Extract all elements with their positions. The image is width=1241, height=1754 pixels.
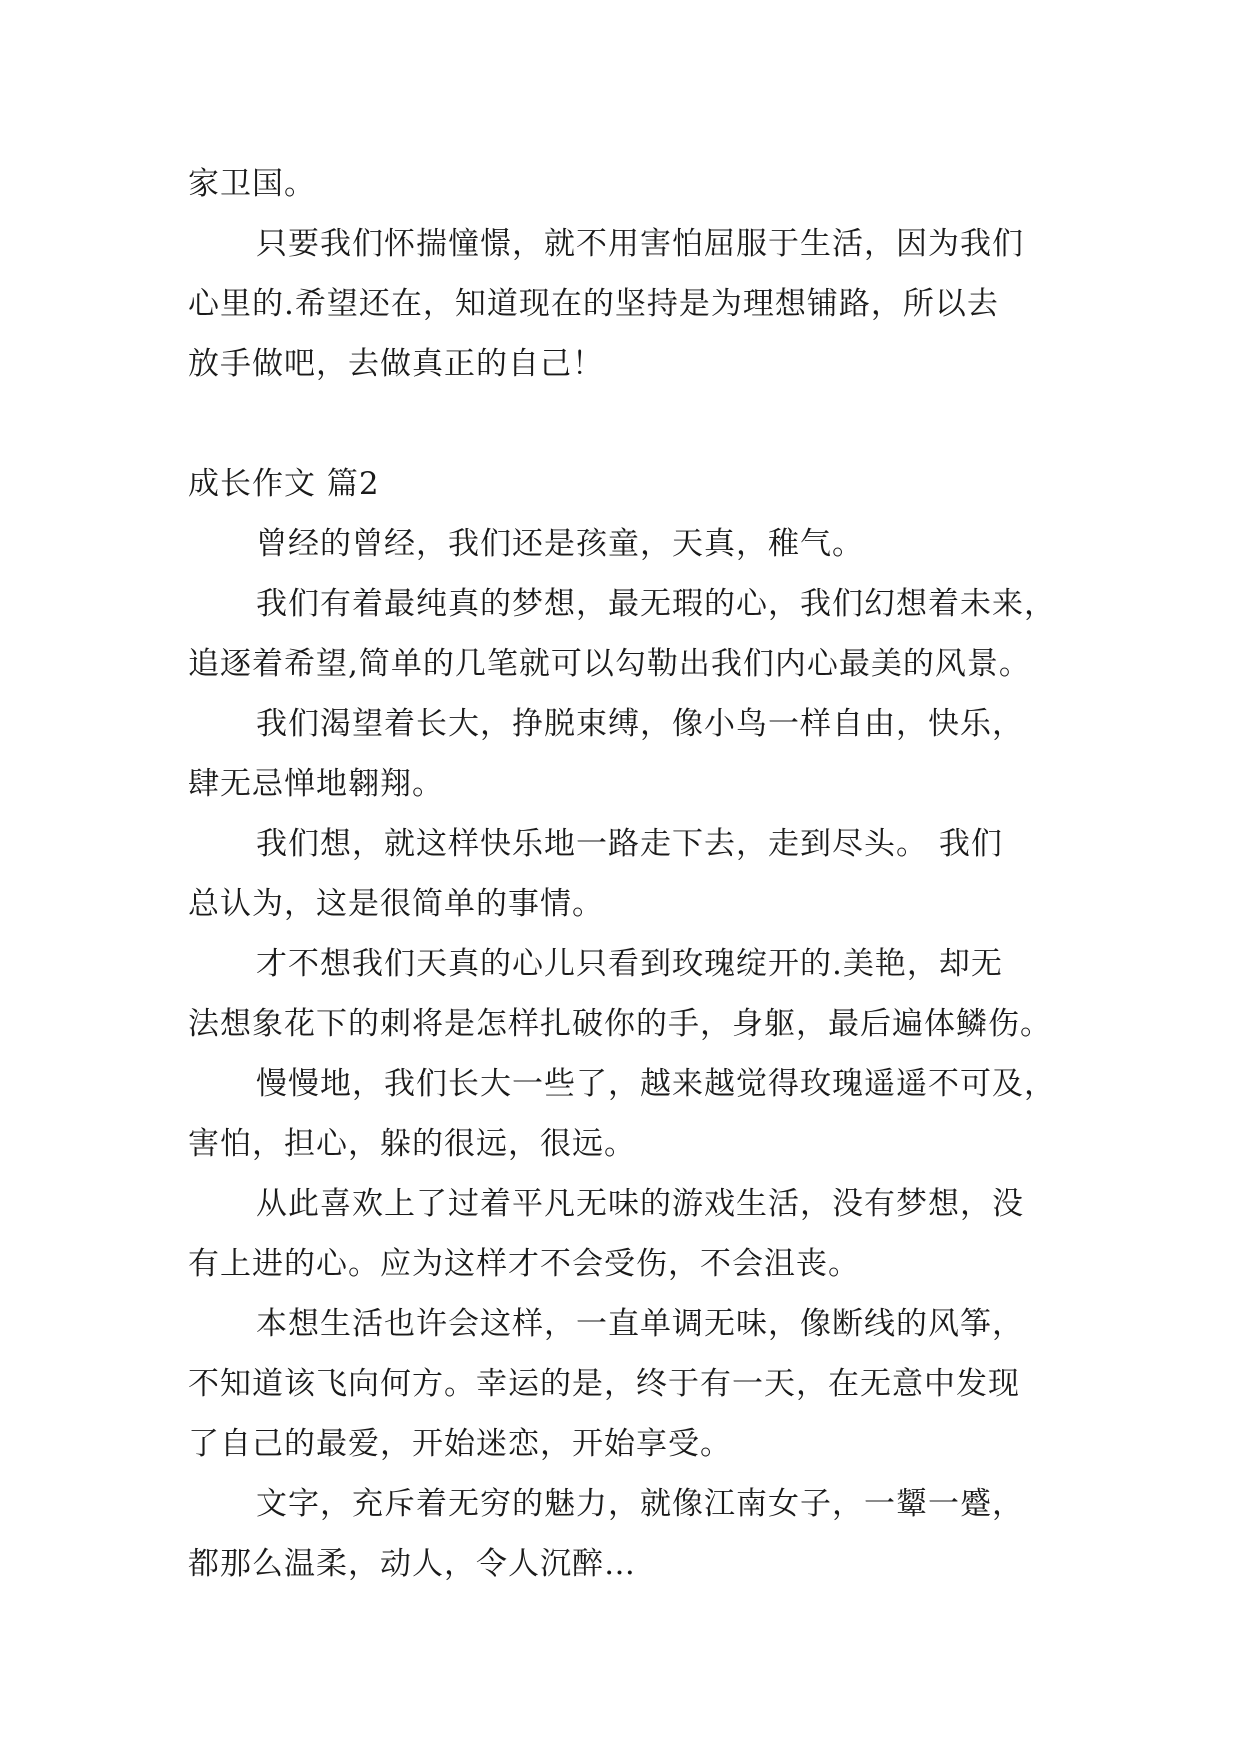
section-spacer (188, 394, 1068, 454)
paragraph-start-line: 我们想，就这样快乐地一路走下去，走到尽头。 我们 (256, 826, 1003, 862)
paragraph-start-line: 文字，充斥着无穷的魅力，就像江南女子，一颦一蹙， (256, 1486, 1024, 1522)
text-line: 追逐着希望,简单的几笔就可以勾勒出我们内心最美的风景。 (188, 646, 1031, 682)
paragraph-start-line: 从此喜欢上了过着平凡无味的游戏生活，没有梦想，没 (256, 1186, 1024, 1222)
section-title: 成长作文 篇2 (188, 466, 380, 502)
paragraph-start-line: 曾经的曾经，我们还是孩童，天真，稚气。 (256, 526, 864, 562)
paragraph-start-line: 才不想我们天真的心儿只看到玫瑰绽开的.美艳，却无 (256, 946, 1003, 982)
text-line: 法想象花下的刺将是怎样扎破你的手，身躯，最后遍体鳞伤。 (188, 1006, 1052, 1042)
text-line: 总认为，这是很简单的事情。 (188, 886, 604, 922)
paragraph-start-line: 只要我们怀揣憧憬，就不用害怕屈服于生活，因为我们 (256, 226, 1024, 262)
text-line: 不知道该飞向何方。幸运的是，终于有一天，在无意中发现 (188, 1366, 1020, 1402)
paragraph-start-line: 我们渴望着长大，挣脱束缚，像小鸟一样自由，快乐， (256, 706, 1024, 742)
text-line: 了自己的最爱，开始迷恋，开始享受。 (188, 1426, 732, 1462)
paragraph-start-line: 本想生活也许会这样，一直单调无味，像断线的风筝， (256, 1306, 1024, 1342)
paragraph-start-line: 我们有着最纯真的梦想，最无瑕的心，我们幻想着未来， (256, 586, 1056, 622)
document-content (188, 154, 1068, 1594)
text-line: 肆无忌惮地翱翔。 (188, 766, 444, 802)
text-line: 放手做吧，去做真正的自己！ (188, 346, 604, 382)
text-line: 心里的.希望还在，知道现在的坚持是为理想铺路，所以去 (188, 286, 999, 322)
paragraph-start-line: 慢慢地，我们长大一些了，越来越觉得玫瑰遥遥不可及， (256, 1066, 1056, 1102)
text-line: 有上进的心。应为这样才不会受伤，不会沮丧。 (188, 1246, 860, 1282)
text-line: 害怕，担心，躲的很远，很远。 (188, 1126, 636, 1162)
text-line: 家卫国。 (188, 166, 316, 202)
text-line: 都那么温柔，动人，令人沉醉… (188, 1546, 636, 1582)
